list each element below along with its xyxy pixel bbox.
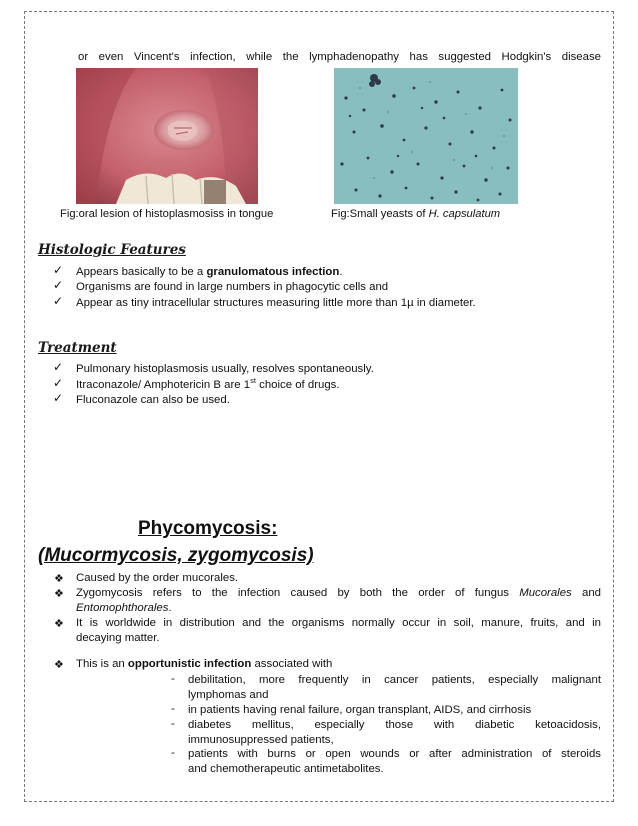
checkmark-icon: ✓ — [53, 360, 64, 374]
phyco-item-3-line-1: It is worldwide in distribution and the organisms normally occur in soil, manure, fruits, and in — [76, 617, 601, 629]
dash-bullet: - — [171, 673, 175, 685]
diamond-bullet-icon: ❖ — [54, 573, 64, 585]
treatment-item-3: Fluconazole can also be used. — [76, 394, 230, 406]
sub-item-4-line-1: patients with burns or open wounds or after administration of steroids — [188, 748, 601, 760]
checkmark-icon: ✓ — [53, 294, 64, 308]
dash-bullet: - — [171, 747, 175, 759]
checkmark-icon: ✓ — [53, 263, 64, 277]
sub-item-4-line-2: and chemotherapeutic antimetabolites. — [188, 763, 384, 775]
phyco-item-4: This is an opportunistic infection associated with — [76, 658, 333, 670]
diamond-bullet-icon: ❖ — [54, 659, 64, 671]
treatment-item-2: Itraconazole/ Amphotericin B are 1st choice of drugs. — [76, 376, 340, 391]
diamond-bullet-icon: ❖ — [54, 618, 64, 630]
histology-item-1: Appears basically to be a granulomatous infection. — [76, 266, 343, 278]
treatment-heading: Treatment — [38, 340, 117, 356]
phycomycosis-subtitle: (Mucormycosis, zygomycosis) — [38, 545, 314, 566]
phyco-item-2-line-2: Entomophthorales. — [76, 602, 172, 614]
oral-lesion-photo — [76, 68, 258, 204]
left-figure-caption: Fig:oral lesion of histoplasmosiss in tongue — [60, 208, 274, 220]
sub-item-1-line-2: lymphomas and — [188, 689, 269, 701]
sub-item-3-line-2: immunosuppressed patients, — [188, 734, 334, 746]
sub-item-2: in patients having renal failure, organ transplant, AIDS, and cirrhosis — [188, 704, 532, 716]
sub-item-3-line-1: diabetes mellitus, especially those with diabetic ketoacidosis, — [188, 719, 601, 731]
phyco-item-3-line-2: decaying matter. — [76, 632, 160, 644]
phyco-item-2-line-1: Zygomycosis refers to the infection caused by both the order of fungus Mucorales and — [76, 587, 601, 599]
dash-bullet: - — [171, 703, 175, 715]
dash-bullet: - — [171, 718, 175, 730]
checkmark-icon: ✓ — [53, 376, 64, 390]
histology-item-3: Appear as tiny intracellular structures measuring little more than 1µ in diameter. — [76, 297, 476, 309]
histology-item-2: Organisms are found in large numbers in phagocytic cells and — [76, 281, 389, 293]
checkmark-icon: ✓ — [53, 391, 64, 405]
treatment-item-1: Pulmonary histoplasmosis usually, resolves spontaneously. — [76, 363, 374, 375]
phyco-item-1: Caused by the order mucorales. — [76, 572, 239, 584]
diamond-bullet-icon: ❖ — [54, 588, 64, 600]
sub-item-1-line-1: debilitation, more frequently in cancer patients, especially malignant — [188, 674, 601, 686]
intro-line: or even Vincent's infection, while the lymphadenopathy has suggested Hodgkin's disease — [78, 51, 601, 63]
right-figure-caption: Fig:Small yeasts of H. capsulatum — [331, 208, 501, 220]
checkmark-icon: ✓ — [53, 278, 64, 292]
histologic-features-heading: Histologic Features — [38, 242, 186, 258]
yeast-micrograph — [334, 68, 518, 204]
phycomycosis-title: Phycomycosis: — [138, 518, 278, 539]
